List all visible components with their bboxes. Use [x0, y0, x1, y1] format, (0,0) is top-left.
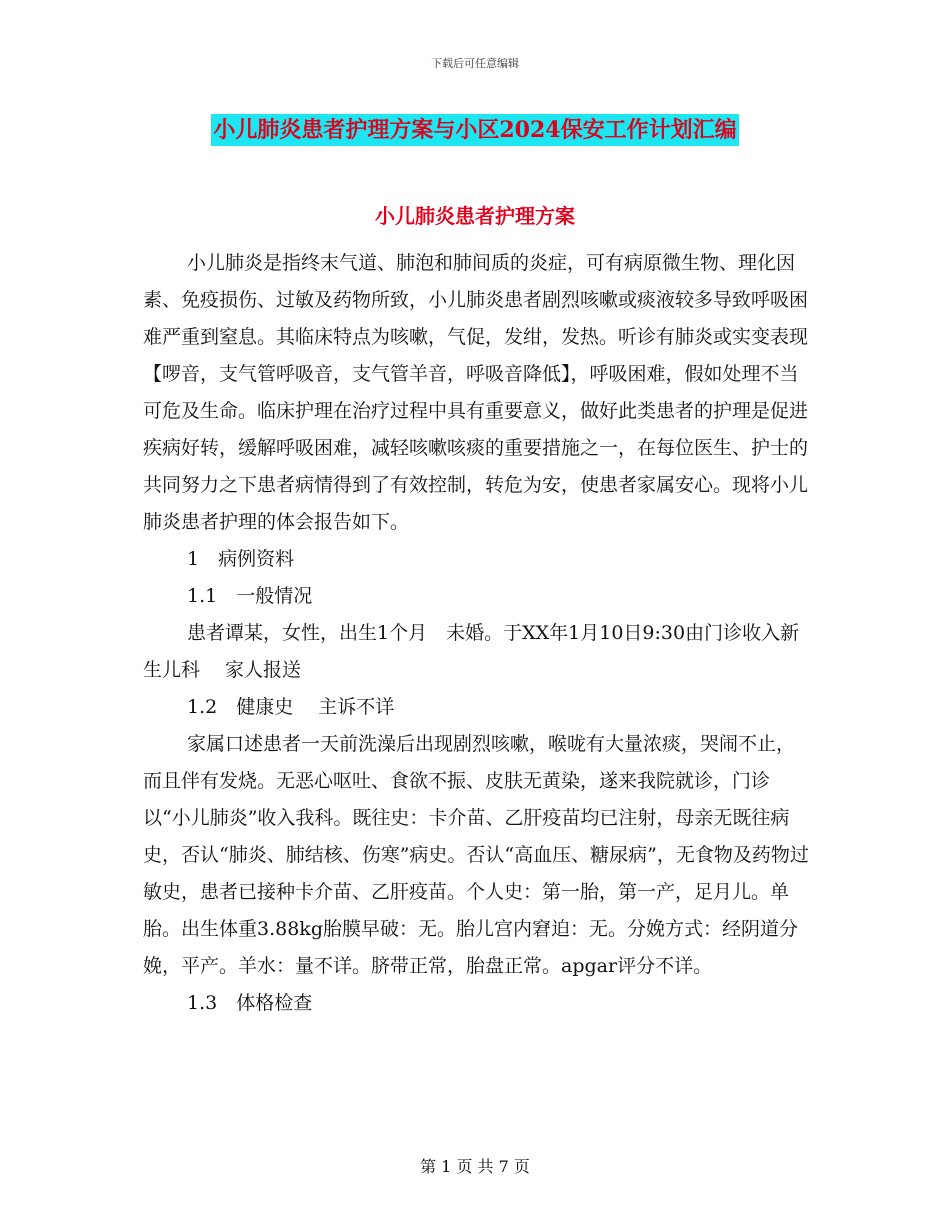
intro-paragraph: 小儿肺炎是指终末气道、肺泡和肺间质的炎症，可有病原微生物、理化因素、免疫损伤、过敏及药物所致，小儿肺炎患者剧烈咳嗽或痰液较多导致呼吸困难严重到窒息。其临床特点为咳嗽，气促，发绀，发热。听诊有肺炎或实变表现【啰音，支气管呼吸音，支气管羊音，呼吸音降低】，呼吸困难，假如处理不当可危及生命。临床护理在治疗过程中具有重要意义，做好此类患者的护理是促进疾病好转，缓解呼吸困难，减轻咳嗽咳痰的重要措施之一，在每位医生、护士的共同努力之下患者病情得到了有效控制，转危为安，使患者家属安心。现将小儿肺炎患者护理的体会报告如下。 [143, 252, 809, 533]
heading-general-condition: 1.1 一般情况 [187, 585, 313, 607]
page-header-note: 下载后可任意编辑 [431, 57, 519, 70]
heading-health-history: 1.2 健康史 主诉不详 [187, 696, 395, 718]
document-title-container [0, 114, 950, 146]
heading-physical-exam: 1.3 体格检查 [187, 992, 313, 1014]
page-footer: 第 1 页 共 7 页 [420, 1157, 530, 1176]
health-history-paragraph: 家属口述患者一天前洗澡后出现剧烈咳嗽，喉咙有大量浓痰，哭闹不止，而且伴有发烧。无恶心呕吐、食欲不振、皮肤无黄染，遂来我院就诊，门诊以“小儿肺炎”收入我科。既往史：卡介苗、乙肝疫苗均已注射，母亲无既往病史，否认“肺炎、肺结核、伤寒”病史。否认“高血压、糖尿病”，无食物及药物过敏史，患者已接种卡介苗、乙肝疫苗。个人史：第一胎，第一产，足月儿。单胎。出生体重3.88kg胎膜早破：无。胎儿宫内窘迫：无。分娩方式：经阴道分娩，平产。羊水：量不详。脐带正常，胎盘正常。apgar评分不详。 [143, 733, 809, 977]
document-body [143, 245, 813, 1022]
document-title: 小儿肺炎患者护理方案与小区2024保安工作计划汇编 [211, 114, 738, 146]
section-title: 小儿肺炎患者护理方案 [375, 204, 575, 228]
heading-case-data: 1 病例资料 [187, 548, 295, 570]
general-condition-paragraph: 患者谭某，女性，出生1个月 未婚。于XX年1月10日9:30由门诊收入新生儿科 家人报送 [143, 622, 800, 681]
